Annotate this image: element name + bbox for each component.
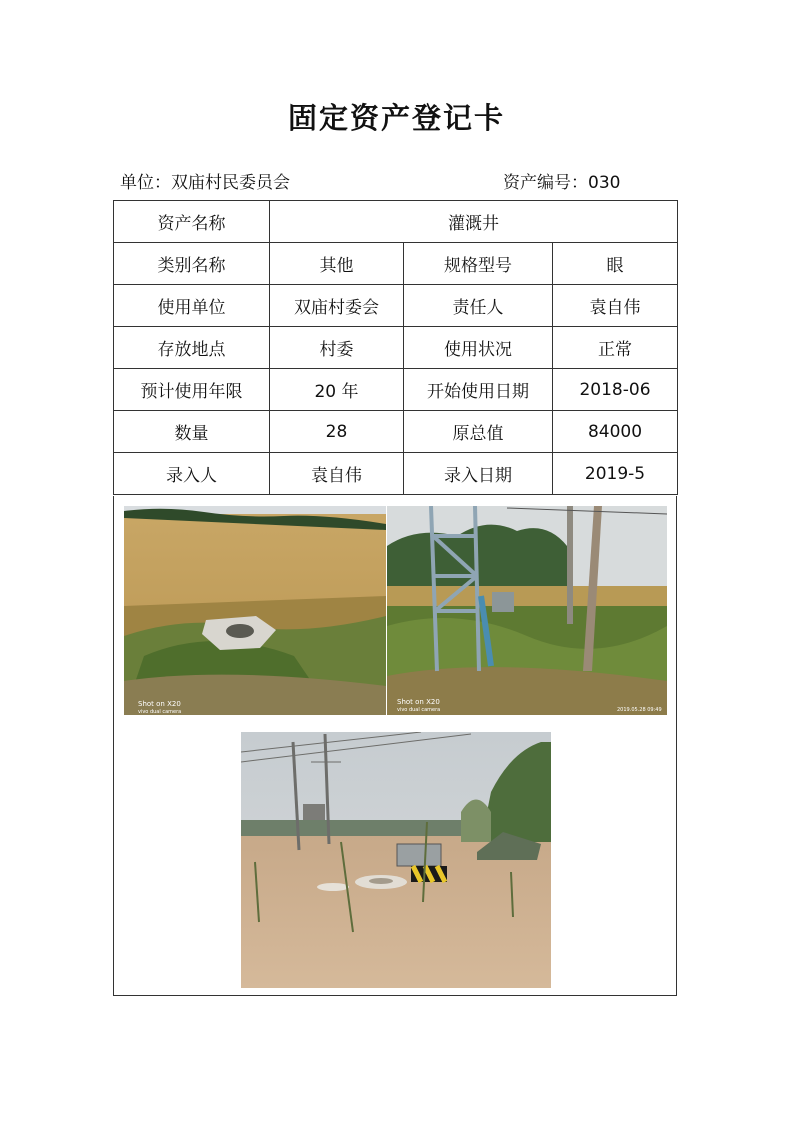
status-label: 使用状况 bbox=[404, 327, 553, 369]
value-label: 原总值 bbox=[404, 411, 553, 453]
table-row bbox=[114, 201, 678, 243]
table-row bbox=[114, 453, 678, 495]
location-value: 村委 bbox=[270, 327, 404, 369]
start-date-value: 2018-06 bbox=[553, 369, 678, 411]
status-value: 正常 bbox=[553, 327, 678, 369]
entry-date-label: 录入日期 bbox=[404, 453, 553, 495]
unit-label: 单位：双庙村民委员会 bbox=[120, 173, 290, 193]
photo-section bbox=[113, 496, 677, 996]
photo-watermark-sub: vivo dual camera bbox=[138, 709, 182, 715]
responsible-label: 责任人 bbox=[404, 285, 553, 327]
asset-name-label: 资产名称 bbox=[114, 201, 270, 243]
user-unit-value: 双庙村委会 bbox=[270, 285, 404, 327]
life-label: 预计使用年限 bbox=[114, 369, 270, 411]
table-row bbox=[114, 411, 678, 453]
photo-timestamp: 2019.05.28 09:49 bbox=[617, 707, 662, 713]
value-value: 84000 bbox=[553, 411, 678, 453]
quantity-label: 数量 bbox=[114, 411, 270, 453]
asset-card-table bbox=[113, 200, 678, 495]
entered-by-label: 录入人 bbox=[114, 453, 270, 495]
photo-watermark: Shot on X20 bbox=[397, 698, 440, 706]
table-row bbox=[114, 243, 678, 285]
life-value: 20 年 bbox=[270, 369, 404, 411]
well-field-photo bbox=[124, 506, 386, 715]
table-row bbox=[114, 327, 678, 369]
photo-watermark-sub: vivo dual camera bbox=[397, 707, 441, 713]
user-unit-label: 使用单位 bbox=[114, 285, 270, 327]
category-label: 类别名称 bbox=[114, 243, 270, 285]
table-row bbox=[114, 369, 678, 411]
spec-value: 眼 bbox=[553, 243, 678, 285]
category-value: 其他 bbox=[270, 243, 404, 285]
photo-watermark: Shot on X20 bbox=[138, 700, 181, 708]
responsible-value: 袁自伟 bbox=[553, 285, 678, 327]
quantity-value: 28 bbox=[270, 411, 404, 453]
tower-photo bbox=[387, 506, 667, 715]
page-title: 固定资产登记卡 bbox=[287, 101, 505, 135]
spec-label: 规格型号 bbox=[404, 243, 553, 285]
entry-date-value: 2019-5 bbox=[553, 453, 678, 495]
table-row bbox=[114, 285, 678, 327]
asset-name-value: 灌溉井 bbox=[270, 201, 678, 243]
location-label: 存放地点 bbox=[114, 327, 270, 369]
entered-by-value: 袁自伟 bbox=[270, 453, 404, 495]
asset-number: 资产编号：030 bbox=[503, 173, 621, 193]
site-overview-photo bbox=[241, 732, 551, 988]
start-date-label: 开始使用日期 bbox=[404, 369, 553, 411]
